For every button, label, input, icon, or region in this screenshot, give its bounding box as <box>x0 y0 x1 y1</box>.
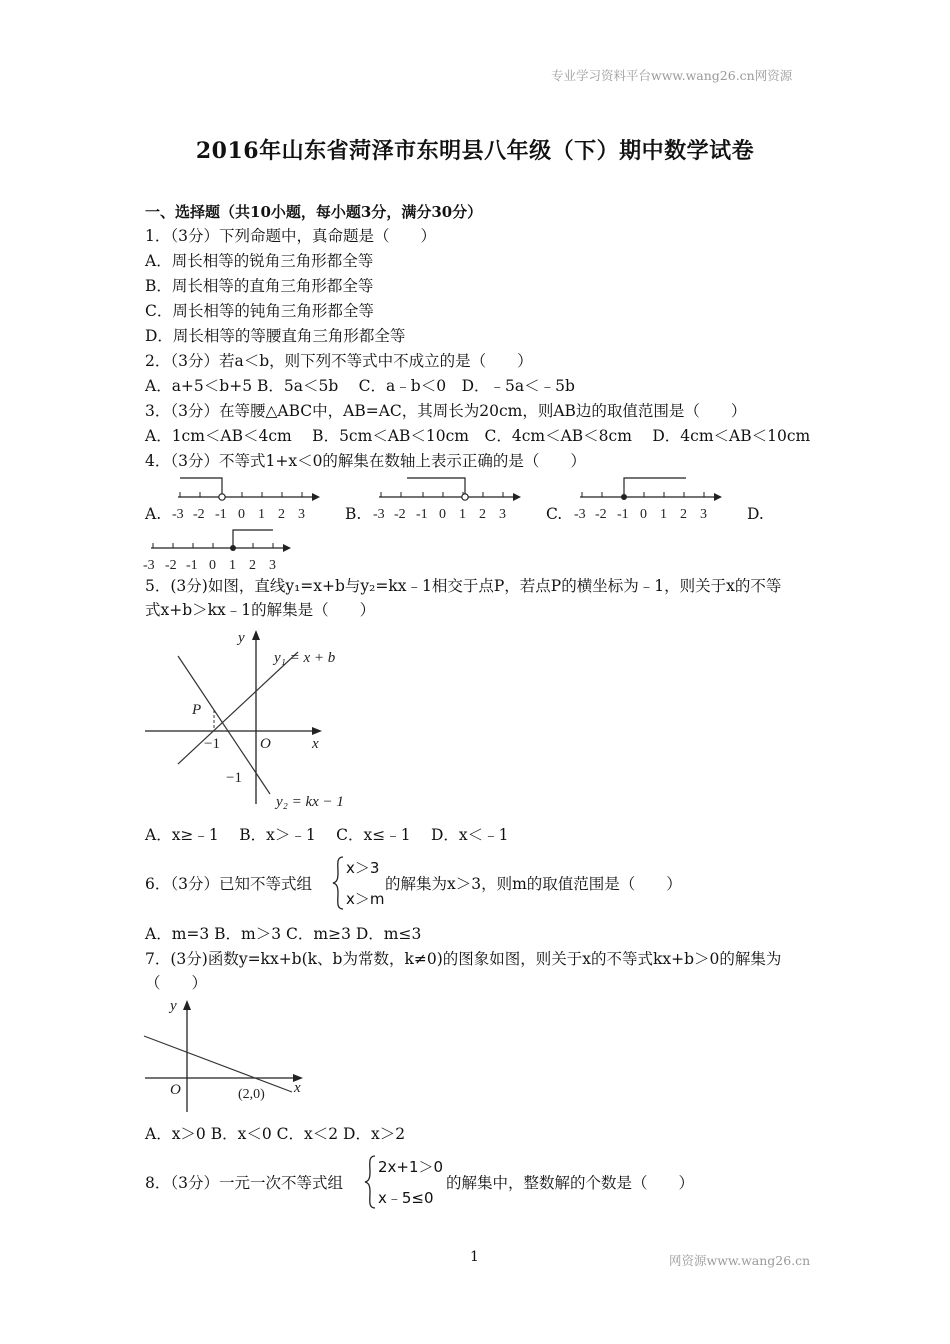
q7-graph <box>140 994 315 1116</box>
q7-origin-label: O <box>170 1082 181 1098</box>
q4-numberline-d <box>139 526 299 576</box>
tick-label: 1 <box>258 507 265 522</box>
tick-label: 0 <box>640 507 647 522</box>
q6-stem-post: 的解集为x＞3，则m的取值范围是（ ） <box>385 875 682 893</box>
q7-options: A．x＞0 B．x＜0 C．x＜2 D．x＞2 <box>145 1125 406 1143</box>
tick-label: -3 <box>373 507 385 522</box>
q5-stem-line1: 5．(3分)如图，直线y₁=x+b与y₂=kx﹣1相交于点P，若点P的横坐标为﹣1，则关于x的不等 <box>145 577 782 595</box>
q4-numberline-b <box>367 472 527 524</box>
footer-source: 网资源www.wang26.cn <box>669 1253 811 1268</box>
q6-stem-pre: 6．（3分）已知不等式组 <box>145 875 312 893</box>
q6-inequality-1: x＞3 <box>346 859 380 877</box>
q5-origin-label: O <box>260 736 271 752</box>
q5-options: A．x≥﹣1 B．x＞﹣1 C．x≤﹣1 D．x＜﹣1 <box>145 826 509 844</box>
tick-label: 0 <box>439 507 446 522</box>
tick-label: 3 <box>298 507 305 522</box>
q2-stem: 2．（3分）若a＜b，则下列不等式中不成立的是（ ） <box>145 352 533 370</box>
tick-label: -3 <box>143 558 155 573</box>
q5-graph <box>140 624 360 816</box>
q4-label-b: B. <box>345 505 362 523</box>
tick-label: -3 <box>574 507 586 522</box>
tick-label: 3 <box>700 507 707 522</box>
q2-options: A．a+5＜b+5 B．5a＜5b C．a﹣b＜0 D．﹣5a＜﹣5b <box>145 377 575 395</box>
q5-stem-line2: 式x+b＞kx﹣1的解集是（ ） <box>145 601 376 619</box>
tick-label: -1 <box>416 507 428 522</box>
q7-y-axis-label: y <box>170 998 177 1014</box>
q8-inequality-1: 2x+1＞0 <box>378 1158 444 1176</box>
tick-label: 2 <box>680 507 687 522</box>
q1-option-d: D．周长相等的等腰直角三角形都全等 <box>145 327 406 345</box>
tick-label: 0 <box>209 558 216 573</box>
page-number: 1 <box>470 1249 479 1265</box>
q4-numberline-a <box>166 472 326 524</box>
q8-brace <box>363 1154 377 1210</box>
tick-label: 2 <box>249 558 256 573</box>
page-title: 2016年山东省菏泽市东明县八年级（下）期中数学试卷 <box>195 138 755 164</box>
q5-line2-label: y₂ = kx − 1 <box>276 794 344 810</box>
q5-y-mark: −1 <box>226 770 242 786</box>
q6-brace <box>331 855 345 911</box>
tick-label: 3 <box>269 558 276 573</box>
tick-label: 3 <box>499 507 506 522</box>
q4-numberline-c <box>568 472 728 524</box>
q5-x-axis-label: x <box>312 736 319 752</box>
tick-label: -1 <box>617 507 629 522</box>
q7-stem-line1: 7．(3分)函数y=kx+b(k、b为常数，k≠0)的图象如图，则关于x的不等式kx+b＞0的解集为 <box>145 950 782 968</box>
tick-label: -3 <box>172 507 184 522</box>
tick-label: 2 <box>479 507 486 522</box>
header-source: 专业学习资料平台www.wang26.cn网资源 <box>551 68 793 83</box>
q5-line1-label: y₁ = x + b <box>274 650 336 666</box>
q6-inequality-2: x＞m <box>346 890 385 908</box>
tick-label: 2 <box>278 507 285 522</box>
q1-option-b: B．周长相等的直角三角形都全等 <box>145 277 374 295</box>
q8-stem-pre: 8．（3分）一元一次不等式组 <box>145 1174 343 1192</box>
tick-label: -2 <box>165 558 177 573</box>
q4-label-d: D. <box>747 505 764 523</box>
tick-label: -2 <box>394 507 406 522</box>
tick-label: 1 <box>660 507 667 522</box>
q6-options: A．m=3 B．m＞3 C．m≥3 D．m≤3 <box>145 925 422 943</box>
tick-label: -1 <box>186 558 198 573</box>
tick-label: -2 <box>595 507 607 522</box>
q7-stem-line2: （ ） <box>145 974 208 992</box>
q5-point-p: P <box>192 702 202 718</box>
q4-stem: 4．（3分）不等式1+x＜0的解集在数轴上表示正确的是（ ） <box>145 452 586 470</box>
tick-label: -2 <box>193 507 205 522</box>
q4-label-c: C. <box>546 505 563 523</box>
q8-stem-post: 的解集中，整数解的个数是（ ） <box>446 1174 695 1192</box>
tick-label: 1 <box>459 507 466 522</box>
q3-stem: 3．（3分）在等腰△ABC中，AB=AC，其周长为20cm，则AB边的取值范围是（ ） <box>145 402 747 420</box>
q5-x-mark: −1 <box>204 736 220 752</box>
tick-label: 0 <box>238 507 245 522</box>
section-heading: 一、选择题（共10小题，每小题3分，满分30分） <box>145 203 483 221</box>
tick-label: -1 <box>215 507 227 522</box>
q4-label-a: A. <box>145 505 162 523</box>
q3-options: A．1cm＜AB＜4cm B．5cm＜AB＜10cm C．4cm＜AB＜8cm D．4cm＜AB＜10cm <box>145 427 811 445</box>
q1-stem: 1．（3分）下列命题中，真命题是（ ） <box>145 227 436 245</box>
q7-x-axis-label: x <box>294 1080 301 1096</box>
q1-option-a: A．周长相等的锐角三角形都全等 <box>145 252 374 270</box>
q5-y-axis-label: y <box>238 630 245 646</box>
tick-label: 1 <box>229 558 236 573</box>
q7-intercept-label: (2,0) <box>238 1087 265 1102</box>
q1-option-c: C．周长相等的钝角三角形都全等 <box>145 302 374 320</box>
q8-inequality-2: x﹣5≤0 <box>378 1189 434 1207</box>
